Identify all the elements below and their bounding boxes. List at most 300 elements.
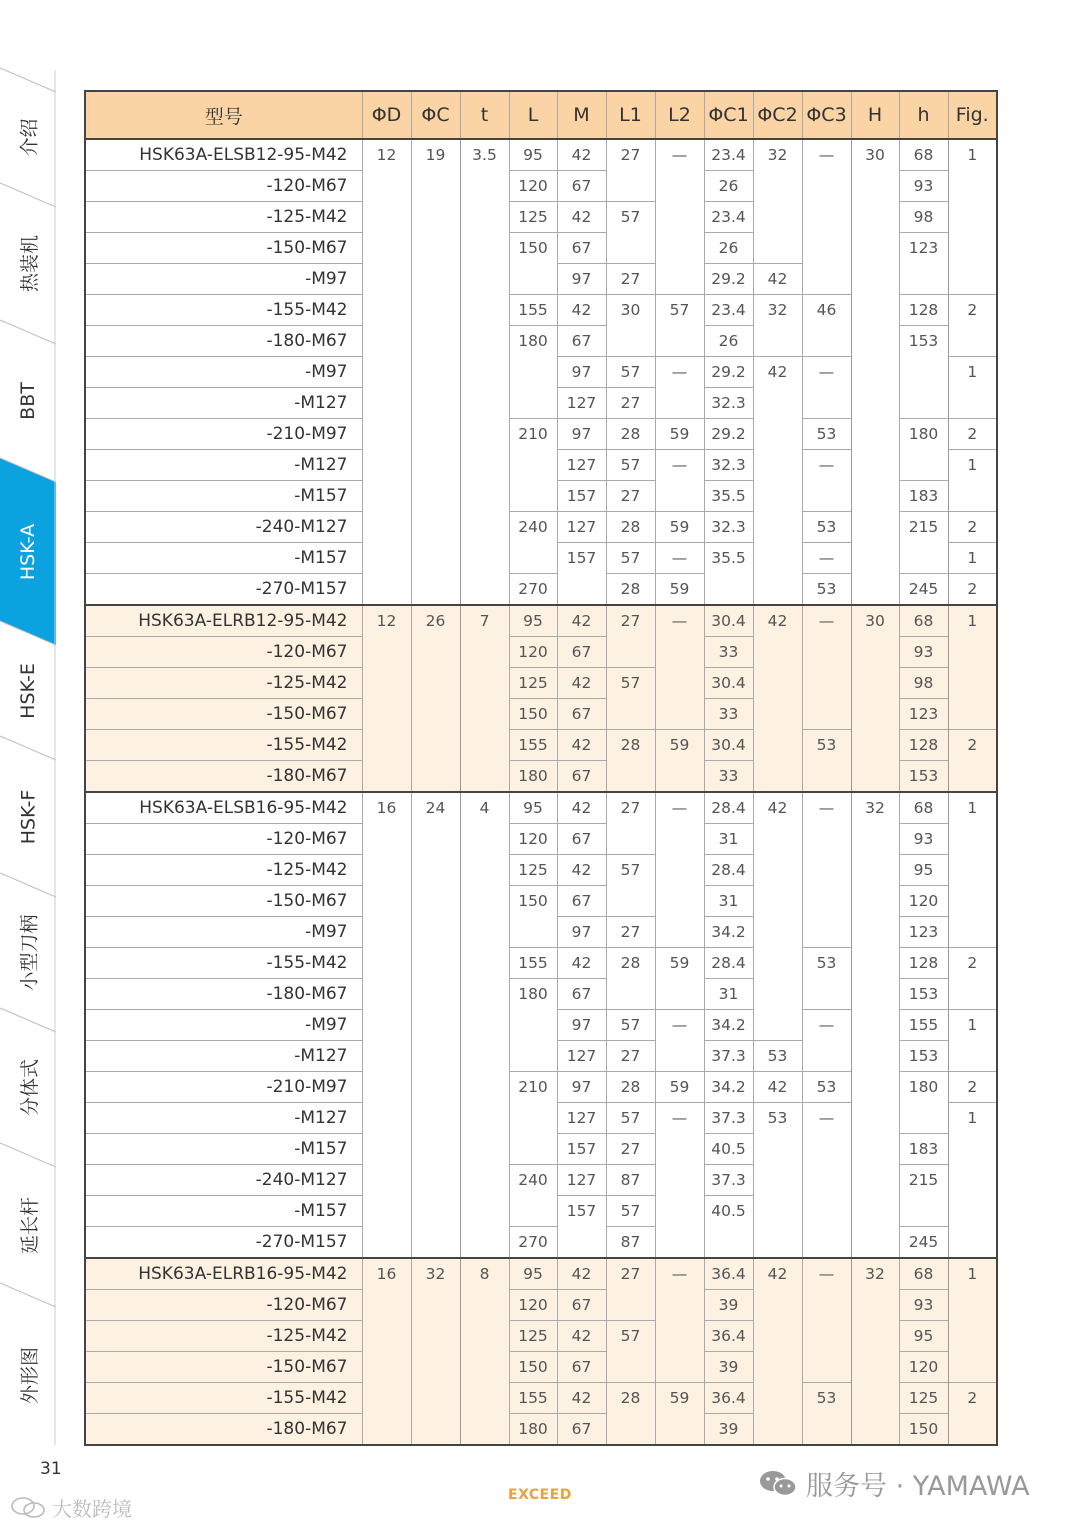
c1-cell: 33 [704, 637, 753, 668]
l2-cell [655, 1321, 704, 1352]
sidebar-tab-1[interactable] [0, 80, 56, 195]
l2-cell [655, 326, 704, 357]
c2-cell [753, 1383, 802, 1414]
c3-cell [802, 481, 851, 512]
c2-cell: 42 [753, 792, 802, 824]
fig-cell: 2 [948, 295, 997, 326]
l2-cell [655, 761, 704, 793]
h-cell: 153 [899, 761, 948, 793]
c3-cell [802, 326, 851, 357]
m-cell: 157 [557, 1196, 606, 1227]
model-cell: -180-M67 [85, 1414, 362, 1446]
c3-cell [802, 1196, 851, 1227]
l1-cell: 27 [606, 605, 655, 637]
c2-cell [753, 1196, 802, 1227]
c3-cell [802, 824, 851, 855]
h-cell: 123 [899, 699, 948, 730]
l1-cell: 27 [606, 917, 655, 948]
model-cell: -210-M97 [85, 1072, 362, 1103]
column-header: L1 [606, 91, 655, 139]
l2-cell: — [655, 605, 704, 637]
sidebar-tab-6[interactable] [0, 748, 56, 885]
fig-cell [948, 855, 997, 886]
c2-cell: 42 [753, 605, 802, 637]
c3-cell: — [802, 139, 851, 171]
l-cell: 240 [509, 512, 557, 543]
m-cell: 42 [557, 202, 606, 233]
c2-cell [753, 855, 802, 886]
l-cell: 95 [509, 139, 557, 171]
sidebar-tab-label: 小型刀柄 [18, 914, 41, 991]
model-cell: -155-M42 [85, 730, 362, 761]
shared-t-cell: 3.5 [460, 139, 509, 605]
l2-cell: — [655, 139, 704, 171]
wechat-icon [10, 1496, 48, 1520]
l2-cell: 59 [655, 512, 704, 543]
l2-cell [655, 1290, 704, 1321]
c1-cell: 28.4 [704, 792, 753, 824]
table-row [85, 1258, 997, 1290]
l2-cell: 57 [655, 295, 704, 326]
m-cell: 42 [557, 139, 606, 171]
m-cell: 97 [557, 357, 606, 388]
c1-cell: 28.4 [704, 855, 753, 886]
m-cell: 42 [557, 1258, 606, 1290]
model-cell: -180-M67 [85, 326, 362, 357]
l1-cell: 28 [606, 419, 655, 450]
l1-cell: 57 [606, 202, 655, 233]
m-cell: 127 [557, 450, 606, 481]
model-cell: -150-M67 [85, 886, 362, 917]
c2-cell [753, 326, 802, 357]
c1-cell: 23.4 [704, 139, 753, 171]
c2-cell [753, 699, 802, 730]
model-cell: -155-M42 [85, 1383, 362, 1414]
h-cell [899, 357, 948, 388]
l2-cell [655, 637, 704, 668]
sidebar-tab-label: HSK-F [16, 789, 39, 844]
c1-cell: 34.2 [704, 1072, 753, 1103]
c2-cell [753, 886, 802, 917]
fig-cell [948, 1134, 997, 1165]
m-cell: 67 [557, 1290, 606, 1321]
h-cell: 98 [899, 668, 948, 699]
l2-cell [655, 1414, 704, 1446]
l1-cell: 57 [606, 855, 655, 886]
c3-cell: 53 [802, 948, 851, 979]
c3-cell [802, 855, 851, 886]
model-cell: -M157 [85, 1134, 362, 1165]
l-cell: 180 [509, 326, 557, 357]
h-cell: 180 [899, 1072, 948, 1103]
model-cell: -120-M67 [85, 824, 362, 855]
m-cell: 97 [557, 1072, 606, 1103]
m-cell: 42 [557, 1321, 606, 1352]
model-cell: HSK63A-ELRB16-95-M42 [85, 1258, 362, 1290]
l-cell: 125 [509, 668, 557, 699]
m-cell: 97 [557, 917, 606, 948]
l1-cell: 87 [606, 1165, 655, 1196]
c1-cell: 36.4 [704, 1258, 753, 1290]
column-header: M [557, 91, 606, 139]
shared-C-cell: 19 [411, 139, 460, 605]
shared-D-cell: 12 [362, 605, 411, 792]
h-cell: 128 [899, 948, 948, 979]
h-cell: 153 [899, 326, 948, 357]
model-cell: -M127 [85, 1041, 362, 1072]
m-cell: 127 [557, 1103, 606, 1134]
l-cell: 150 [509, 699, 557, 730]
l2-cell: 59 [655, 419, 704, 450]
h-cell: 93 [899, 1290, 948, 1321]
h-cell: 183 [899, 1134, 948, 1165]
l-cell: 150 [509, 886, 557, 917]
l2-cell: — [655, 1103, 704, 1134]
c2-cell [753, 730, 802, 761]
c3-cell [802, 1134, 851, 1165]
shared-t-cell: 7 [460, 605, 509, 792]
column-header: H [851, 91, 899, 139]
m-cell [557, 1227, 606, 1259]
fig-cell: 1 [948, 139, 997, 171]
c1-cell: 26 [704, 233, 753, 264]
l-cell: 125 [509, 202, 557, 233]
l1-cell [606, 637, 655, 668]
h-cell: 153 [899, 1041, 948, 1072]
column-header: h [899, 91, 948, 139]
model-cell: -125-M42 [85, 1321, 362, 1352]
l1-cell: 30 [606, 295, 655, 326]
c3-cell: — [802, 543, 851, 574]
h-cell: 68 [899, 1258, 948, 1290]
c1-cell: 30.4 [704, 668, 753, 699]
h-cell: 245 [899, 1227, 948, 1259]
l1-cell: 28 [606, 574, 655, 606]
h-cell [899, 450, 948, 481]
l2-cell [655, 1165, 704, 1196]
fig-cell [948, 917, 997, 948]
column-header: ΦC3 [802, 91, 851, 139]
l1-cell: 27 [606, 388, 655, 419]
h-cell: 155 [899, 1010, 948, 1041]
h-cell: 215 [899, 1165, 948, 1196]
model-cell: -155-M42 [85, 295, 362, 326]
sidebar-tab-9[interactable] [0, 1155, 56, 1295]
c1-cell: 23.4 [704, 202, 753, 233]
l-cell: 150 [509, 233, 557, 264]
h-cell: 180 [899, 419, 948, 450]
l1-cell: 27 [606, 792, 655, 824]
c2-cell: 42 [753, 357, 802, 388]
c3-cell: — [802, 1010, 851, 1041]
l-cell: 155 [509, 730, 557, 761]
h-cell: 123 [899, 233, 948, 264]
c2-cell: 53 [753, 1041, 802, 1072]
l2-cell: 59 [655, 574, 704, 606]
l-cell [509, 1041, 557, 1072]
fig-cell [948, 1227, 997, 1259]
l1-cell [606, 699, 655, 730]
fig-cell [948, 1196, 997, 1227]
fig-cell [948, 699, 997, 730]
c1-cell: 32.3 [704, 388, 753, 419]
l1-cell: 27 [606, 139, 655, 171]
l2-cell [655, 481, 704, 512]
l1-cell: 27 [606, 1134, 655, 1165]
model-cell: -240-M127 [85, 512, 362, 543]
table-row [85, 139, 997, 171]
c3-cell: 53 [802, 1072, 851, 1103]
fig-cell: 2 [948, 512, 997, 543]
h-cell: 95 [899, 855, 948, 886]
c1-cell: 39 [704, 1352, 753, 1383]
c2-cell [753, 202, 802, 233]
h-cell [899, 1196, 948, 1227]
column-header: L [509, 91, 557, 139]
fig-cell [948, 264, 997, 295]
c2-cell [753, 450, 802, 481]
l-cell: 120 [509, 824, 557, 855]
column-header: t [460, 91, 509, 139]
column-header: ΦC2 [753, 91, 802, 139]
c3-cell [802, 233, 851, 264]
column-header: L2 [655, 91, 704, 139]
m-cell: 67 [557, 761, 606, 793]
c2-cell: 42 [753, 264, 802, 295]
fig-cell: 1 [948, 543, 997, 574]
l1-cell [606, 1290, 655, 1321]
l1-cell: 57 [606, 668, 655, 699]
c3-cell [802, 668, 851, 699]
fig-cell [948, 1321, 997, 1352]
m-cell: 42 [557, 948, 606, 979]
c3-cell [802, 1414, 851, 1446]
sidebar-tab-8[interactable] [0, 1020, 56, 1155]
fig-cell [948, 979, 997, 1010]
l-cell: 180 [509, 979, 557, 1010]
watermark-right [758, 1464, 1030, 1503]
fig-cell [948, 1352, 997, 1383]
m-cell: 67 [557, 1414, 606, 1446]
model-cell: -150-M67 [85, 233, 362, 264]
shared-C-cell: 32 [411, 1258, 460, 1445]
c3-cell: — [802, 450, 851, 481]
l2-cell: — [655, 792, 704, 824]
fig-cell [948, 233, 997, 264]
c3-cell: 46 [802, 295, 851, 326]
c2-cell [753, 948, 802, 979]
h-cell: 153 [899, 979, 948, 1010]
h-cell: 68 [899, 605, 948, 637]
fig-cell [948, 637, 997, 668]
l-cell: 120 [509, 1290, 557, 1321]
l-cell [509, 1010, 557, 1041]
l-cell [509, 264, 557, 295]
c1-cell: 35.5 [704, 543, 753, 574]
h-cell: 120 [899, 1352, 948, 1383]
l-cell: 180 [509, 1414, 557, 1446]
m-cell [557, 574, 606, 606]
page-number: 31 [40, 1459, 62, 1479]
model-cell: -180-M67 [85, 761, 362, 793]
c1-cell: 31 [704, 979, 753, 1010]
c2-cell [753, 388, 802, 419]
l2-cell [655, 699, 704, 730]
model-cell: -M157 [85, 543, 362, 574]
c1-cell: 36.4 [704, 1383, 753, 1414]
c1-cell: 39 [704, 1414, 753, 1446]
model-cell: -150-M67 [85, 699, 362, 730]
l1-cell: 57 [606, 1010, 655, 1041]
sidebar-nav [0, 45, 56, 1445]
c2-cell: 32 [753, 295, 802, 326]
h-cell: 128 [899, 295, 948, 326]
c1-cell [704, 574, 753, 606]
m-cell: 42 [557, 605, 606, 637]
m-cell: 67 [557, 979, 606, 1010]
table-header-row [85, 91, 997, 139]
l2-cell [655, 202, 704, 233]
c3-cell [802, 1321, 851, 1352]
l1-cell: 57 [606, 1321, 655, 1352]
c1-cell: 31 [704, 886, 753, 917]
c1-cell: 26 [704, 171, 753, 202]
h-cell: 123 [899, 917, 948, 948]
fig-cell [948, 481, 997, 512]
c2-cell [753, 481, 802, 512]
m-cell: 157 [557, 1134, 606, 1165]
l2-cell [655, 979, 704, 1010]
c2-cell [753, 1010, 802, 1041]
m-cell: 42 [557, 295, 606, 326]
h-cell: 93 [899, 637, 948, 668]
shared-D-cell: 16 [362, 792, 411, 1258]
c2-cell [753, 233, 802, 264]
c1-cell: 39 [704, 1290, 753, 1321]
c1-cell: 26 [704, 326, 753, 357]
c3-cell [802, 1041, 851, 1072]
sidebar-tab-7[interactable] [0, 885, 56, 1020]
sidebar-tab-label: 外形图 [18, 1346, 41, 1404]
h-cell: 128 [899, 730, 948, 761]
m-cell: 157 [557, 543, 606, 574]
shared-C-cell: 26 [411, 605, 460, 792]
l1-cell: 87 [606, 1227, 655, 1259]
c1-cell: 32.3 [704, 450, 753, 481]
fig-cell [948, 388, 997, 419]
l1-cell [606, 979, 655, 1010]
m-cell: 42 [557, 1383, 606, 1414]
l2-cell: — [655, 357, 704, 388]
m-cell: 42 [557, 855, 606, 886]
l2-cell [655, 668, 704, 699]
h-cell [899, 543, 948, 574]
c3-cell: — [802, 357, 851, 388]
l-cell: 270 [509, 1227, 557, 1259]
model-cell: -270-M157 [85, 1227, 362, 1259]
sidebar-tab-label: 延长杆 [18, 1196, 41, 1254]
l1-cell: 57 [606, 1103, 655, 1134]
l1-cell [606, 886, 655, 917]
l2-cell [655, 1134, 704, 1165]
c2-cell [753, 419, 802, 450]
fig-cell [948, 326, 997, 357]
m-cell: 157 [557, 481, 606, 512]
c1-cell: 30.4 [704, 730, 753, 761]
column-header: ΦC [411, 91, 460, 139]
l2-cell: 59 [655, 1072, 704, 1103]
l-cell: 120 [509, 171, 557, 202]
l2-cell [655, 171, 704, 202]
c2-cell [753, 512, 802, 543]
model-cell: -180-M67 [85, 979, 362, 1010]
c2-cell: 32 [753, 139, 802, 171]
l2-cell: 59 [655, 1383, 704, 1414]
l-cell: 155 [509, 295, 557, 326]
model-cell: -M127 [85, 450, 362, 481]
l1-cell [606, 171, 655, 202]
l-cell [509, 1103, 557, 1134]
sidebar-tab-4[interactable] [0, 470, 56, 633]
m-cell: 67 [557, 233, 606, 264]
l1-cell [606, 824, 655, 855]
h-cell: 93 [899, 171, 948, 202]
l2-cell: 59 [655, 730, 704, 761]
l1-cell: 28 [606, 948, 655, 979]
watermark-left-text: 大数跨境 [52, 1497, 132, 1521]
l-cell: 180 [509, 761, 557, 793]
c1-cell: 30.4 [704, 605, 753, 637]
shared-C-cell: 24 [411, 792, 460, 1258]
sidebar-tab-2[interactable] [0, 195, 56, 332]
sidebar-tab-3[interactable] [0, 332, 56, 470]
l-cell [509, 481, 557, 512]
model-cell: -125-M42 [85, 202, 362, 233]
c3-cell [802, 917, 851, 948]
model-cell: -M97 [85, 917, 362, 948]
l1-cell [606, 233, 655, 264]
m-cell: 42 [557, 792, 606, 824]
m-cell: 127 [557, 1165, 606, 1196]
l-cell: 125 [509, 1321, 557, 1352]
model-cell: -M157 [85, 481, 362, 512]
h-cell: 215 [899, 512, 948, 543]
watermark-left [10, 1493, 132, 1522]
h-cell: 125 [899, 1383, 948, 1414]
model-cell: -120-M67 [85, 1290, 362, 1321]
c2-cell [753, 1134, 802, 1165]
c1-cell: 34.2 [704, 917, 753, 948]
c3-cell: — [802, 1103, 851, 1134]
model-cell: -M127 [85, 1103, 362, 1134]
c3-cell [802, 1352, 851, 1383]
c1-cell: 29.2 [704, 419, 753, 450]
h-cell: 245 [899, 574, 948, 606]
h-cell: 98 [899, 202, 948, 233]
exceed-logo: EXCEED [508, 1487, 572, 1503]
fig-cell [948, 1290, 997, 1321]
fig-cell [948, 1041, 997, 1072]
fig-cell [948, 202, 997, 233]
l2-cell [655, 1227, 704, 1259]
l2-cell: — [655, 1010, 704, 1041]
sidebar-tab-10[interactable] [0, 1295, 56, 1455]
h-cell: 120 [899, 886, 948, 917]
sidebar-tab-5[interactable] [0, 633, 56, 748]
c1-cell: 34.2 [704, 1010, 753, 1041]
fig-cell: 1 [948, 357, 997, 388]
c2-cell: 42 [753, 1258, 802, 1290]
